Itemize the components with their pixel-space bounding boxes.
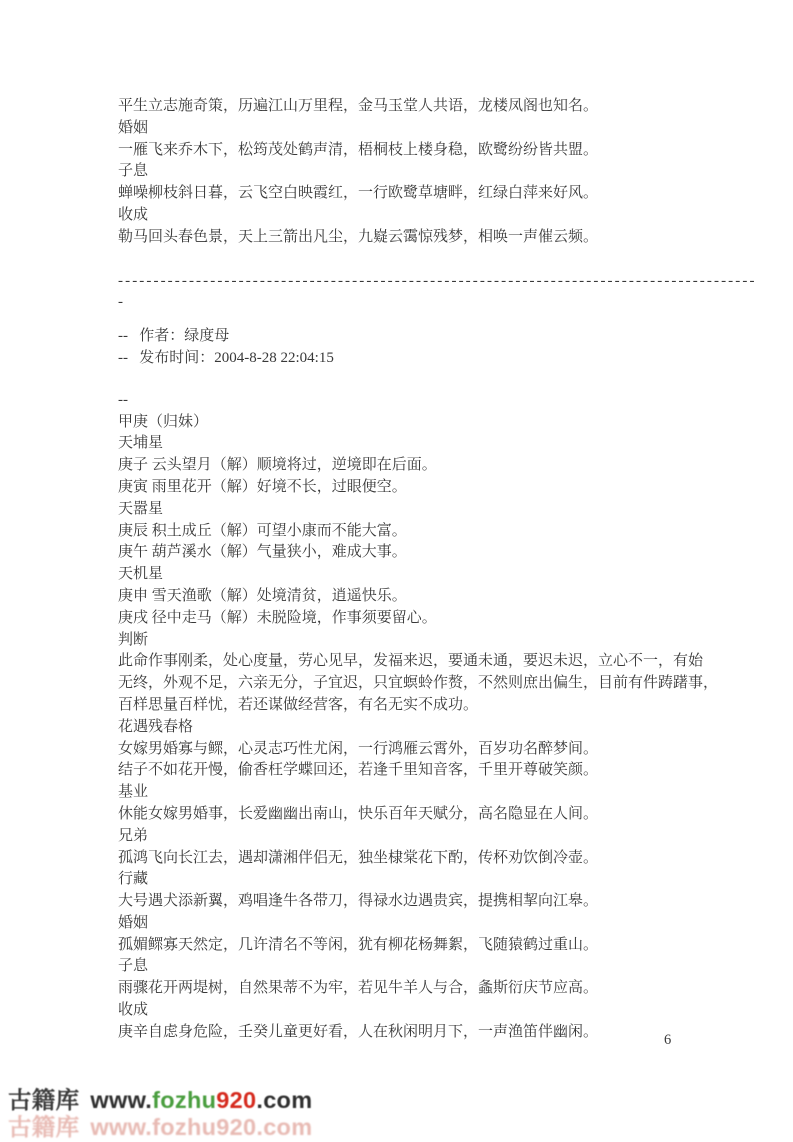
section-heading: 基业 — [118, 784, 149, 801]
text-line: 一雁飞来乔木下，松筠茂处鹤声清，梧桐枝上楼身稳，欧鹭纷纷皆共盟。 — [118, 141, 599, 158]
text-line: 休能女嫁男婚事，长爱幽幽出南山，快乐百年天赋分，高名隐显在人间。 — [118, 805, 599, 822]
section-heading: 婚姻 — [118, 119, 149, 136]
section-heading: 判断 — [118, 631, 149, 648]
text-line: -- — [118, 391, 128, 408]
section-heading: 天机星 — [118, 566, 164, 583]
section-heading: 花遇残春格 — [118, 718, 194, 735]
watermark-ghost-site: 古籍库 — [8, 1114, 80, 1140]
text-line: 庚子 云头望月（解）顺境将过，逆境即在后面。 — [118, 457, 437, 474]
text-line: 孤鸿飞向长江去，遇却潇湘伴侣无，独坐棣棠花下酌，传杯劝饮倒冷壶。 — [118, 849, 599, 866]
document-text — [118, 96, 757, 1044]
watermark-ghost-com: .com — [256, 1114, 313, 1140]
text-line: 勒马回头春色景，天上三箭出凡尘，九嶷云霭惊残梦，相唤一声催云频。 — [118, 228, 599, 245]
watermark-url-com: .com — [256, 1087, 313, 1113]
watermark-ghost-green: fozhu — [152, 1114, 217, 1140]
text-line: 孤媚鳏寡天然定，几许清名不等闲，犹有柳花杨舞絮，飞随猿鹤过重山。 — [118, 936, 599, 953]
section-heading: 天埔星 — [118, 435, 164, 452]
text-line: 庚辛自虑身危险，壬癸儿童更好看，人在秋闲明月下，一声渔笛伴幽闲。 — [118, 1023, 599, 1040]
watermark-ghost — [8, 1108, 312, 1142]
section-heading: 子息 — [118, 958, 149, 975]
text-line: 雨骤花开两堤树，自然果蒂不为牢，若见牛羊人与合，螽斯衍庆节应高。 — [118, 980, 599, 997]
section-heading: 婚姻 — [118, 914, 149, 931]
section-heading: 甲庚（归妹） — [118, 413, 209, 430]
text-line: 庚午 葫芦溪水（解）气量狭小，难成大事。 — [118, 544, 407, 561]
watermark-ghost-www: www. — [90, 1114, 153, 1140]
text-line: 庚辰 积土成丘（解）可望小康而不能大富。 — [118, 522, 407, 539]
text-line: 平生立志施奇策，历遍江山万里程，金马玉堂人共语，龙楼凤阁也知名。 — [118, 98, 599, 114]
page-number: 6 — [664, 1032, 672, 1048]
text-line: 结子不如花开慢，偷香枉学蝶回还，若逢千里知音客，千里开尊破笑颜。 — [118, 762, 599, 779]
text-line: 庚寅 雨里花开（解）好境不长，过眼便空。 — [118, 478, 407, 495]
section-heading: 子息 — [118, 163, 149, 180]
text-line: 庚申 雪天渔歌（解）处境清贫，逍遥快乐。 — [118, 587, 407, 604]
section-heading: 收成 — [118, 206, 149, 223]
text-line: 百样思量百样忧，若还谋做经营客，有名无实不成功。 — [118, 696, 479, 713]
section-heading: 行藏 — [118, 871, 149, 888]
text-line: 庚戌 径中走马（解）未脱险境，作事须要留心。 — [118, 609, 437, 626]
watermark-url-www: www. — [90, 1087, 153, 1113]
section-heading: 兄弟 — [118, 827, 149, 844]
section-heading: 收成 — [118, 1002, 149, 1019]
watermark-url-red: 920 — [216, 1087, 257, 1113]
text-line: 女嫁男婚寡与鳏，心灵志巧性尤闲，一行鸿雁云霄外，百岁功名醉梦间。 — [118, 740, 599, 757]
text-line: 蝉噪柳枝斜日暮，云飞空白映霞红，一行欧鹭草塘畔，红绿白萍来好风。 — [118, 185, 599, 202]
separator-line-wrap: - — [118, 294, 123, 311]
watermark-site-name: 古籍库 — [8, 1087, 80, 1113]
separator-line: ------------------------------------------------------------------------------------------ — [118, 272, 757, 289]
text-line: 无终，外观不足，六亲无分，子宜迟，只宜螟蛉作赘，不然则庶出偏生，目前有件踌躇事， — [118, 675, 719, 692]
text-line: 此命作事刚柔，处心度量，劳心见早，发福来迟，要通未通，要迟未迟，立心不一，有始 — [118, 653, 704, 670]
publish-time-line: -- 发布时间：2004-8-28 22:04:15 — [118, 349, 334, 366]
author-line: -- 作者：绿度母 — [118, 328, 230, 345]
text-line: 大号遇犬添新翼，鸡唱逢牛各带刀，得禄水边遇贵宾，提携相挈向江皋。 — [118, 893, 599, 910]
watermark-ghost-red: 920 — [216, 1114, 257, 1140]
watermark-url-green: fozhu — [152, 1087, 217, 1113]
section-heading: 天嚣星 — [118, 500, 164, 517]
